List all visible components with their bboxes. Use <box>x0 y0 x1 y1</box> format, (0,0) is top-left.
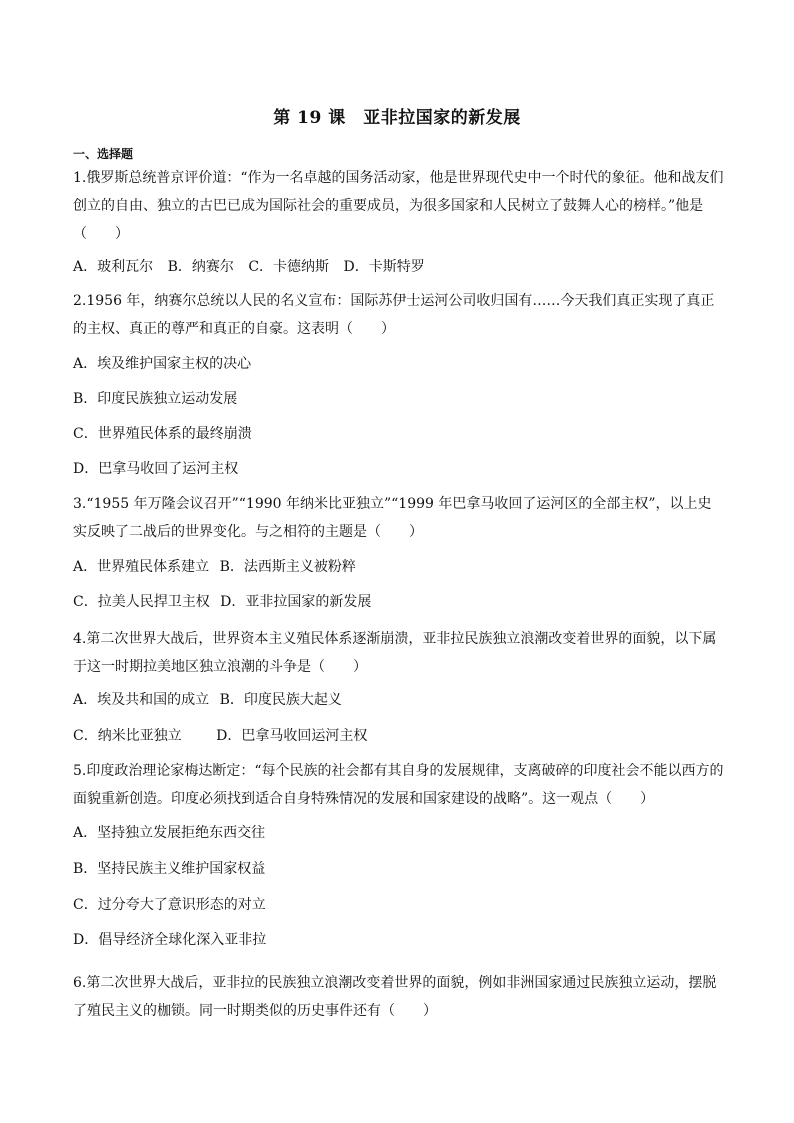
option-a: A．世界殖民体系建立 <box>73 559 210 575</box>
question-4-options-row-1 <box>73 690 342 710</box>
option-d: D．巴拿马收回运河主权 <box>216 728 368 744</box>
option-b: B．纳赛尔 <box>167 259 234 275</box>
question-5-option-a: A．坚持独立发展拒绝东西交往 <box>73 825 266 841</box>
question-2-option-a: A．埃及维护国家主权的决心 <box>73 356 252 372</box>
question-1-stem: 1.俄罗斯总统普京评价道：“作为一名卓越的国务活动家，他是世界现代史中一个时代的象征。他和战友们创立的自由、独立的古巴已成为国际社会的重要成员，为很多国家和人民树立了鼓舞人心的榜样。”他是（ ） <box>73 170 724 242</box>
question-1-options <box>73 257 425 277</box>
option-c: C．卡德纳斯 <box>248 259 330 275</box>
question-5-stem: 5.印度政治理论家梅达断定：“每个民族的社会都有其自身的发展规律，支离破碎的印度社会不能以西方的面貌重新创造。印度必须找到适合自身特殊情况的发展和国家建设的战略”。这一观点（ ） <box>73 763 724 807</box>
option-d: D．亚非拉国家的新发展 <box>220 594 372 610</box>
option-b: B．印度民族大起义 <box>219 692 342 708</box>
question-5-option-d: D．倡导经济全球化深入亚非拉 <box>73 932 267 948</box>
question-2-option-c: C．世界殖民体系的最终崩溃 <box>73 426 252 442</box>
option-c: C．纳米比亚独立 <box>73 728 182 744</box>
question-4-stem: 4.第二次世界大战后，世界资本主义殖民体系逐渐崩溃，亚非拉民族独立浪潮改变着世界的面貌，以下属于这一时期拉美地区独立浪潮的斗争是（ ） <box>73 631 717 675</box>
question-5-option-c: C．过分夸大了意识形态的对立 <box>73 897 266 913</box>
option-c: C．拉美人民捍卫主权 <box>73 594 210 610</box>
question-3-options-row-2 <box>73 592 371 612</box>
question-3-stem: 3.“1955 年万隆会议召开”“1990 年纳米比亚独立”“1999 年巴拿马收回了运河区的全部主权”，以上史实反映了二战后的世界变化。与之相符的主题是（ ） <box>73 496 712 540</box>
question-5-option-b: B．坚持民族主义维护国家权益 <box>73 861 266 877</box>
option-d: D．卡斯特罗 <box>343 259 425 275</box>
option-a: A．玻利瓦尔 <box>73 259 154 275</box>
question-2-option-d: D．巴拿马收回了运河主权 <box>73 461 239 477</box>
option-a: A．埃及共和国的成立 <box>73 692 210 708</box>
question-2-option-b: B．印度民族独立运动发展 <box>73 391 238 407</box>
question-4-options-row-2 <box>73 726 367 746</box>
option-b: B．法西斯主义被粉粹 <box>219 559 356 575</box>
question-6-stem: 6.第二次世界大战后，亚非拉的民族独立浪潮改变着世界的面貌，例如非洲国家通过民族独立运动，摆脱了殖民主义的枷锁。同一时期类似的历史事件还有（ ） <box>73 975 717 1019</box>
page-title: 第 19 课 亚非拉国家的新发展 <box>273 108 521 128</box>
question-2-stem: 2.1956 年，纳赛尔总统以人民的名义宣布：国际苏伊士运河公司收归国有……今天我们真正实现了真正的主权、真正的尊严和真正的自豪。这表明（ ） <box>73 293 715 337</box>
question-3-options-row-1 <box>73 557 356 577</box>
section-heading: 一、选择题 <box>73 147 134 161</box>
